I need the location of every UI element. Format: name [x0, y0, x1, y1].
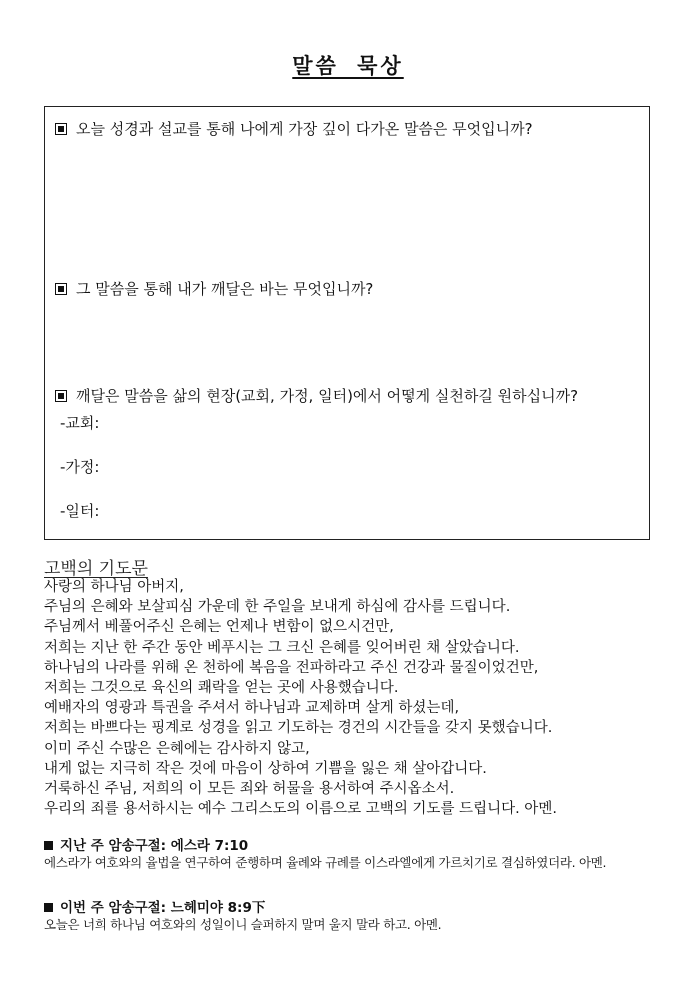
prayer-title: 고백의 기도문 — [44, 559, 148, 579]
prayer-line: 주님께서 베풀어주신 은혜는 언제나 변함이 없으시건만, — [44, 619, 394, 636]
square-bullet-icon — [55, 390, 67, 402]
prayer-line: 이미 주신 수많은 은혜에는 감사하지 않고, — [44, 740, 310, 757]
prayer-line: 거룩하신 주님, 저희의 이 모든 죄와 허물을 용서하여 주시옵소서. — [44, 781, 455, 798]
question-text: 오늘 성경과 설교를 통해 나에게 가장 깊이 다가온 말씀은 무엇입니까? — [76, 120, 533, 138]
question-text: 깨달은 말씀을 삶의 현장(교회, 가정, 일터)에서 어떻게 실천하길 원하십니까? — [76, 387, 579, 405]
question-text: 그 말씀을 통해 내가 깨달은 바는 무엇입니까? — [76, 280, 374, 298]
place-work: -일터: — [60, 502, 100, 520]
prayer-line: 사랑의 하나님 아버지, — [44, 579, 184, 595]
place-church: -교회: — [60, 414, 100, 432]
prayer-line: 예배자의 영광과 특권을 주셔서 하나님과 교제하며 살게 하셨는데, — [44, 700, 460, 717]
last-week-verse-text: 에스라가 여호와의 율법을 연구하여 준행하며 율례와 규례를 이스라엘에게 가르치기로 결심하였더라. 아멘. — [44, 855, 607, 870]
prayer-line: 하나님의 나라를 위해 온 천하에 복음을 전파하라고 주신 건강과 물질이었건만, — [44, 659, 539, 676]
prayer-line: 저희는 바쁘다는 핑계로 성경을 읽고 기도하는 경건의 시간들을 갖지 못했습니다. — [44, 720, 553, 737]
reflection-box — [44, 106, 650, 540]
prayer-line: 우리의 죄를 용서하시는 예수 그리스도의 이름으로 고백의 기도를 드립니다. 아멘. — [44, 801, 557, 818]
prayer-line: 저희는 그것으로 육신의 쾌락을 얻는 곳에 사용했습니다. — [44, 680, 399, 697]
prayer-line: 주님의 은혜와 보살피심 가운데 한 주일을 보내게 하심에 감사를 드립니다. — [44, 599, 511, 616]
this-week-verse-text: 오늘은 너희 하나님 여호와의 성일이니 슬퍼하지 말며 울지 말라 하고. 아멘. — [44, 917, 442, 932]
square-bullet-icon — [44, 903, 53, 912]
square-bullet-icon — [44, 841, 53, 850]
place-home: -가정: — [60, 458, 100, 476]
last-week-verse-heading: 지난 주 암송구절: 에스라 7:10 — [44, 834, 248, 854]
prayer-text — [44, 577, 684, 819]
this-week-verse-heading: 이번 주 암송구절: 느헤미야 8:9下 — [44, 896, 265, 916]
square-bullet-icon — [55, 123, 67, 135]
question-1 — [55, 118, 533, 139]
square-bullet-icon — [55, 283, 67, 295]
question-3 — [55, 385, 578, 406]
prayer-line: 내게 없는 지극히 작은 것에 마음이 상하여 기쁨을 잃은 채 살아갑니다. — [44, 760, 487, 777]
question-2 — [55, 278, 373, 299]
prayer-line: 저희는 지난 한 주간 동안 베푸시는 그 크신 은혜를 잊어버린 채 살았습니다. — [44, 639, 520, 656]
page-title: 말씀 묵상 — [292, 54, 404, 78]
